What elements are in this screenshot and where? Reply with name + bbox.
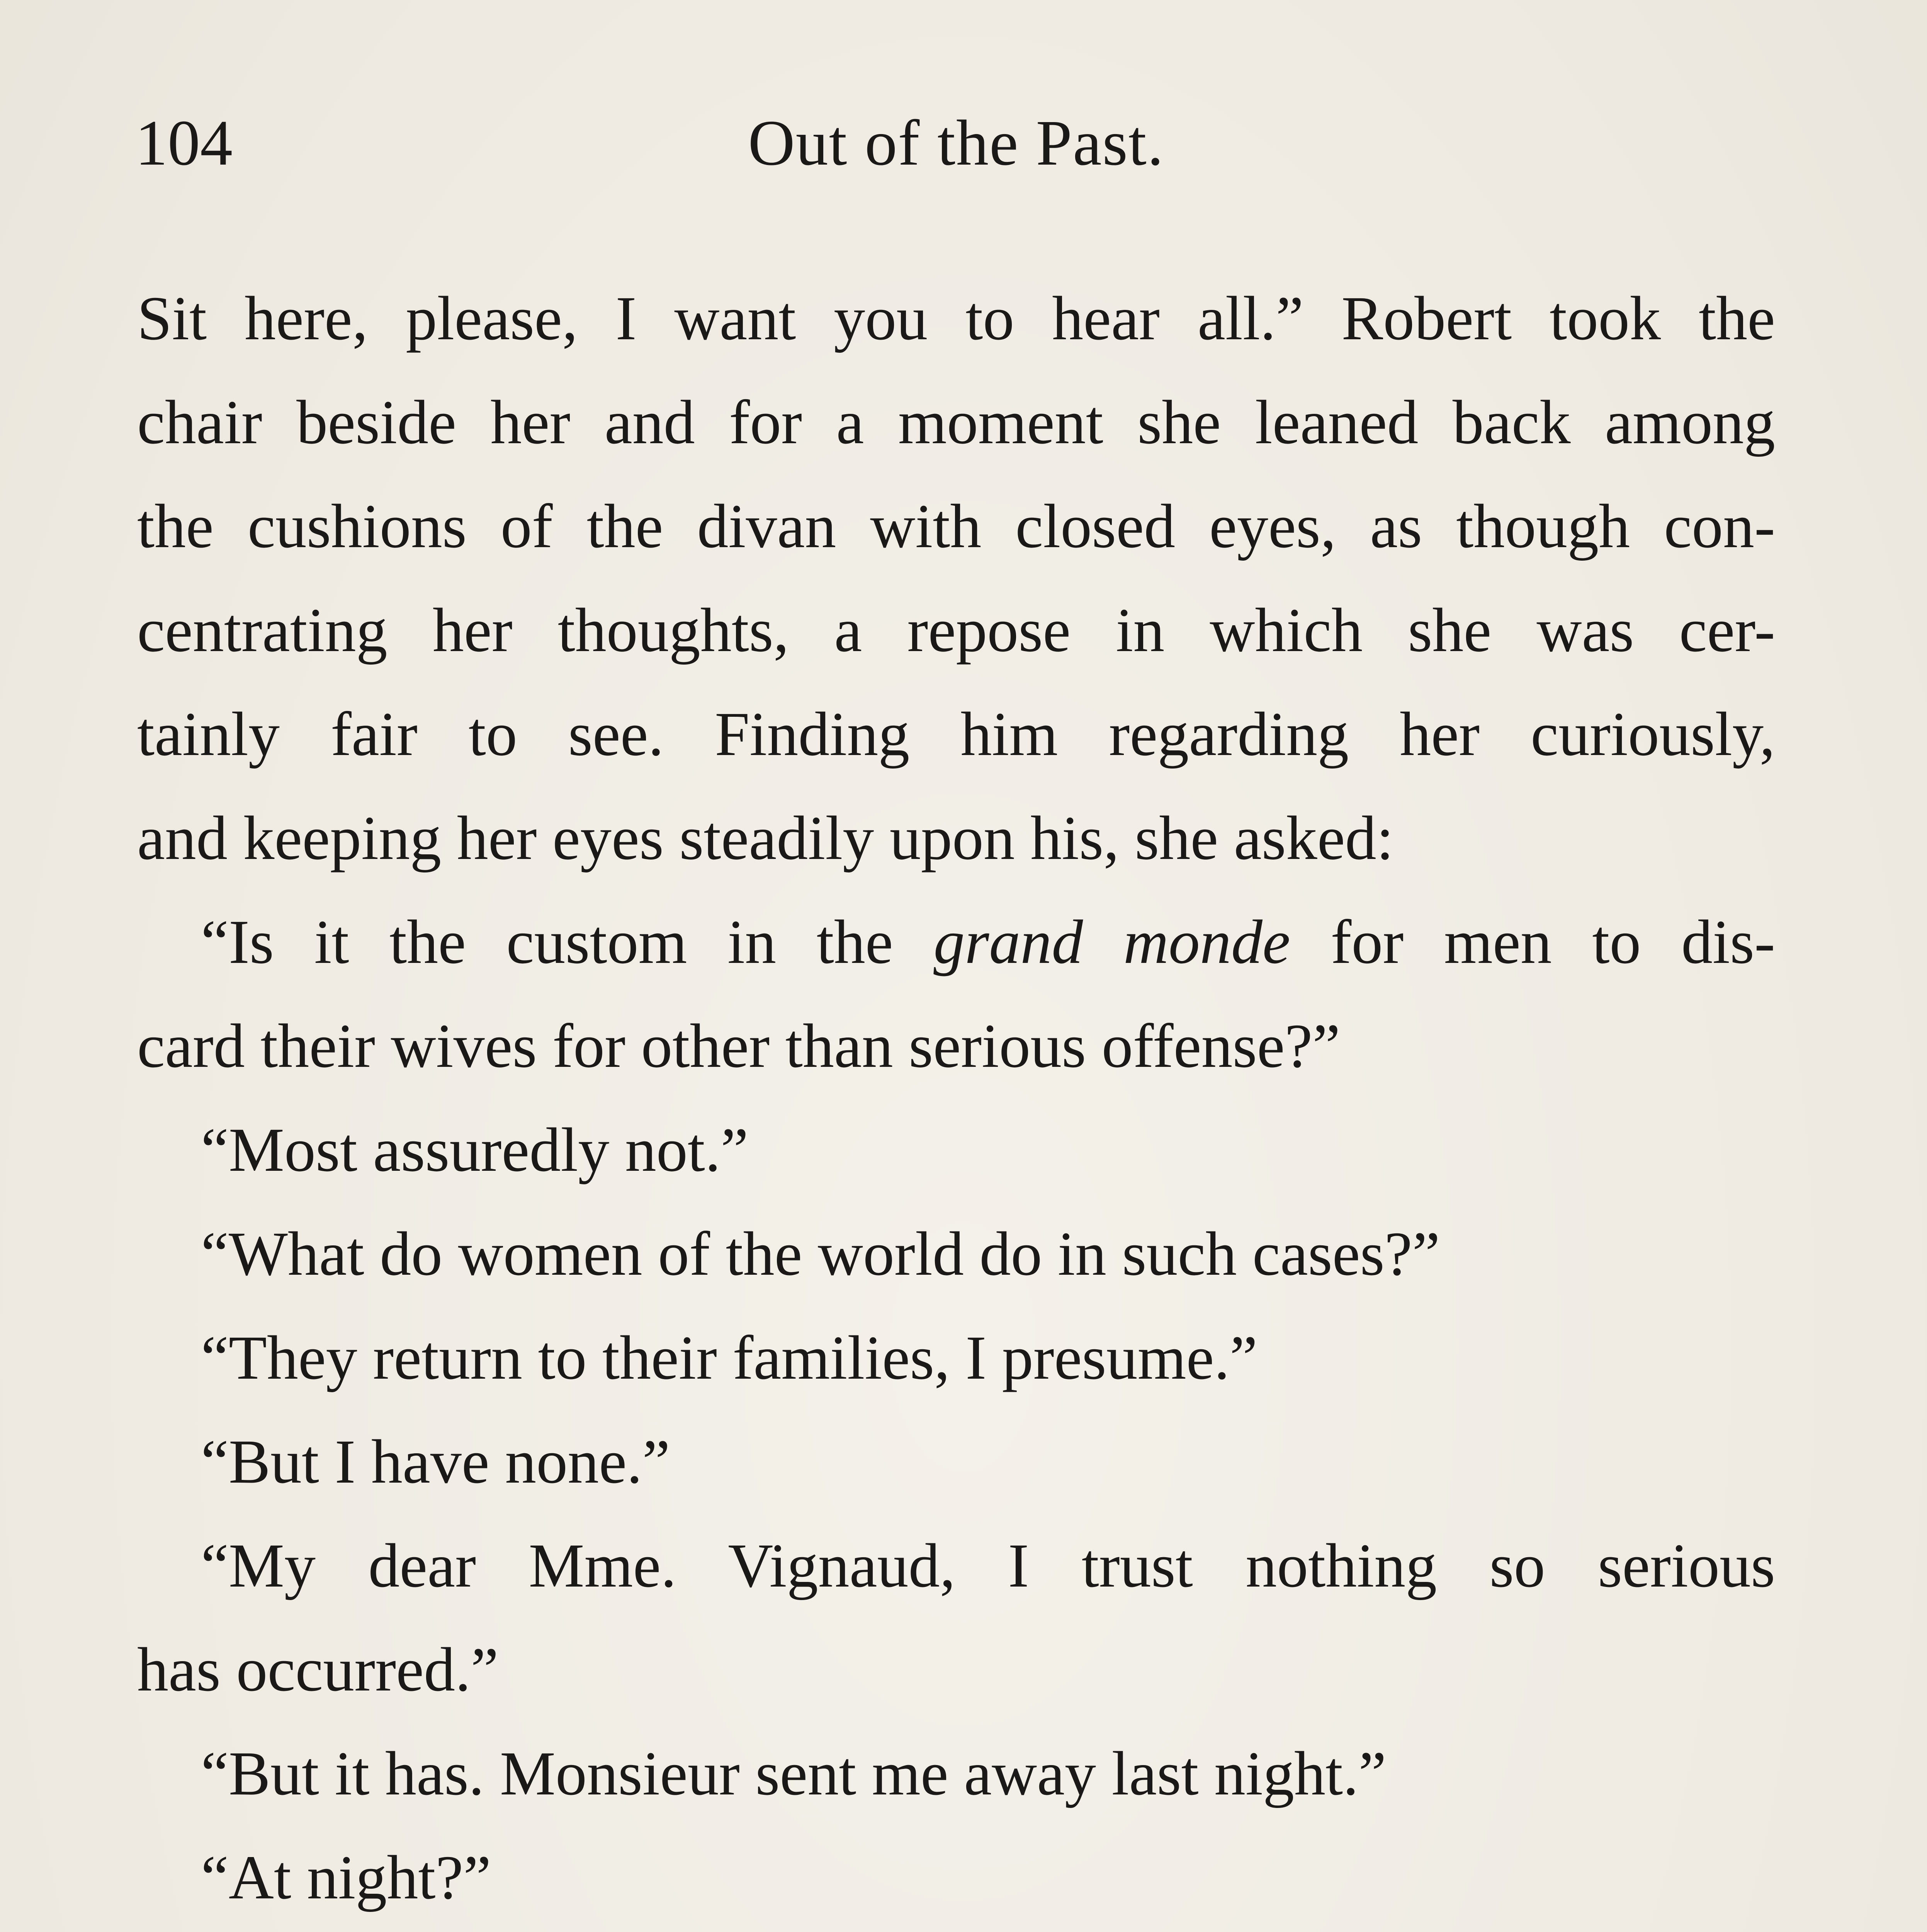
text-line: has occurred.” [137,1635,499,1704]
text-line: chair beside her and for a moment she leaned back among [137,388,1775,457]
text-line: “But it has. Monsieur sent me away last night.” [201,1739,1387,1808]
text-line: card their wives for other than serious offense?” [137,1012,1341,1081]
page-number: 104 [135,107,233,179]
text-line: “What do women of the world do in such cases?” [201,1219,1440,1289]
body-text [137,267,1775,1932]
running-head [135,100,1777,185]
text-line: “They return to their families, I presume.” [201,1323,1257,1393]
text-line: “But I have none.” [201,1427,670,1497]
text-line [137,1930,1775,1932]
running-title: Out of the Past. [748,107,1164,179]
text-line: “Most assuredly not.” [201,1116,749,1185]
text-line: “At night?” [201,1843,491,1912]
text-line: Sit here, please, I want you to hear all.” Robert took the [137,284,1775,353]
text-line: “My dear Mme. Vignaud, I trust nothing so serious [201,1531,1775,1600]
text-line: tainly fair to see. Finding him regarding her curiously, [137,700,1775,769]
italic-phrase: grand monde [933,908,1290,977]
text-line: “Is it the custom in the grand monde for men to dis- [201,908,1775,977]
text-line: centrating her thoughts, a repose in which she was cer- [137,596,1775,665]
text-line: and keeping her eyes steadily upon his, she asked: [137,804,1394,873]
text-line: the cushions of the divan with closed eyes, as though con- [137,492,1775,561]
